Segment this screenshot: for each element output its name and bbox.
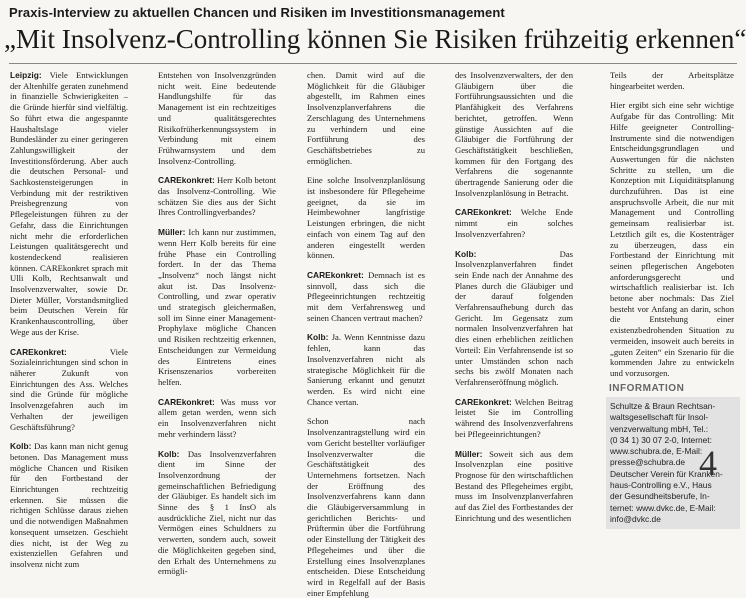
speaker-label: CAREkonkret: (455, 207, 512, 218)
info-line: haus-Controlling e.V., Haus (610, 480, 712, 491)
speaker-label: Kolb: (455, 248, 477, 259)
page-marker: 4 (699, 443, 717, 483)
speaker-label: Müller: (158, 227, 186, 238)
info-line: der Gesundheitsberufe, In- (610, 491, 710, 502)
info-line: presse@schubra.de (610, 457, 686, 468)
speaker-label: CAREkonkret: (307, 269, 364, 280)
interview-answer: Kolb: Das Insolvenzplanverfahren findet sein Ende nach der Annahme des Planes durch die Gläubiger und der darauf folgenden Verfahrensaufhebung durch das Gericht. Im Gegensatz zum normalen Insolvenzverfahren hat dies einen erheblichen zeitlichen Vorteil: Ein Verfahrensende ist so unter Umständen schon nach sechs bis zwölf Monaten nach Verfahrenseröffnung möglich. (455, 248, 573, 387)
interview-question: CAREkonkret: Welchen Beitrag leistet Sie im Controlling während des Insolvenzverfahrens bei Pflegeeinrichtungen? (455, 396, 573, 439)
info-line: waltsgesellschaft für Insol- (610, 412, 709, 423)
info-line: Schultze & Braun Rechtsan- (610, 401, 716, 411)
info-line: www.schubra.de, E-Mail: (610, 446, 703, 457)
interview-answer: Müller: Soweit sich aus dem Insolvenzplan eine positive Prognose für den wirtschaftlichen Bestand des Pflegeheimes ergibt, muss im Insolvenzplanverfahren auf das Ziel des Fortbestandes der Einrichtung und des wesentlichen (455, 448, 573, 523)
interview-answer: Hier ergibt sich eine sehr wichtige Aufgabe für das Controlling: Mit Hilfe geeigneter Controlling-Instrumente sind die notwendigen Entscheidungsgrundlagen und Auswertungen für die nächsten Schritte zu stellen, um die Konzeption mit Liquiditätsplanung durchzuführen. Das ist eine anspruchsvolle Arbeit, die nur mit Management und Controlling gemeinsam realisierbar ist. Letztlich gilt es, die Kostenträger zu überzeugen, dass ein Fortbestand der Einrichtung mit seinen pflegerischen Angeboten anforderungsgerecht und wirtschaftlich realisierbar ist. Ich betone aber nochmals: Das Ziel besteht vor Anfang an darin, schon die Entstehung einer existenzbedrohenden Situation zu vermeiden, insoweit auch bereits in „guten Zeiten“ ein Szenario für die kommenden Jahre zu entwickeln und vorzusorgen. (610, 100, 734, 378)
speaker-label: CAREkonkret: (10, 346, 67, 357)
speaker-label: CAREkonkret: (455, 396, 512, 407)
interview-answer: chen. Damit wird auf die Möglichkeit für die Gläubiger abgestellt, im Rahmen eines Insolvenzplanverfahrens die Zerschlagung des Unternehmens zu verhindern und eine Fortführung des Geschäftsbetriebes zu ermöglichen. (307, 70, 425, 166)
info-line: (0 34 1) 30 07 2-0, Internet: (610, 434, 712, 445)
interview-answer: Kolb: Das Insolvenzverfahren dient im Sinne der Insolvenzordnung der gemeinschaftlichen Befriedigung der Gläubiger. Es handelt sich im Sinne des § 1 InsO als ausdrückliche Ziel, nicht nur das Vermögen eines Schuldners zu verwerten, sondern auch, soweit die Möglichkeiten gegeben sind, den Erhalt des Unternehmens zu ermögli- (158, 448, 276, 577)
interview-question: CAREkonkret: Demnach ist es sinnvoll, dass sich die Pflegeeinrichtungen rechtzeitig mit dem Verfahrensweg und seinen Chancen vertraut machen? (307, 269, 425, 323)
text-column-5 (610, 70, 734, 380)
speaker-label: Müller: (455, 448, 483, 459)
interview-answer: Kolb: Das kann man nicht genug betonen. Das Management muss mögliche Chancen und Risiken für den Fortbestand der Einrichtungen rechtzeitig erkennen. Sie müssen die richtigen Schlüsse daraus ziehen und die notwendigen Maßnahmen konsequent umsetzen. Geschieht dies nicht, ist der Weg zu existenziellen Gefahren und insolvenz nicht zum (10, 441, 128, 569)
information-box (606, 383, 740, 564)
info-line: info@dvkc.de (610, 513, 661, 524)
interview-question: CAREkonkret: Herr Kolb betont das Insolvenz-Controlling. Wie schätzen Sie dies aus der Sicht Ihres Controllingverbandes? (158, 175, 276, 218)
interview-answer: des Insolvenzverwalters, der den Gläubigern über die Fortführungsaussichten und die Planfähigkeit des Verfahrens berichtet, getroffen. Wenn günstige Aussichten auf die Gläubiger die Fortführung der Geschäftstätigkeit beschließen, kommen für den Fortgang des Verfahrens die sogenannte übertragende Sanierung oder die Insolvenzplanlösung in Betracht. (455, 70, 573, 198)
speaker-label: Leipzig: (10, 70, 42, 80)
text-column-4 (455, 70, 573, 568)
text-column-3 (307, 70, 425, 598)
info-line: venzverwaltung mbH, Tel.: (610, 423, 709, 434)
interview-answer: Schon nach Insolvenzantragstellung wird ein vom Gericht bestellter vorläufiger Insolvenzverwalter die Geschäftstätigkeit des Unternehmens fortsetzen. Nach der Eröffnung des Insolvenzverfahrens kann dann die Gläubigerversammlung in gerichtlichen Berichts- und Prüftermin über die Fortführung oder Einstellung der Tätigkeit des Pflegeheimes und über die Erstellung eines Insolvenzplanes entscheiden. Diese Entscheidung wird in Regelfall auf der Basis einer Empfehlung (307, 416, 425, 598)
headline-divider (9, 63, 737, 64)
interview-answer: Eine solche Insolvenzplanlösung ist insbesondere für Pflegeheime geeignet, da sie im Heimbewohner langfristige Leistungen erbringen, die nicht einfach von einem Tag auf den anderen eingestellt werden können. (307, 175, 425, 261)
interview-answer: Entstehen von Insolvenzgründen nicht weit. Eine bedeutende Handlungshilfe für das Management ist ein rechtzeitiges und qualitätsgerechtes Risikofrüherkennungssystem in Verbindung mit einem Frühwarnsystem und dem Insolvenz-Controlling. (158, 70, 276, 166)
info-line: Deutscher Verein für Kranken- (610, 468, 723, 479)
speaker-label: CAREkonkret: (158, 175, 215, 186)
interview-answer: Müller: Ich kann nur zustimmen, wenn Herr Kolb bereits für eine frühe Phase ein Controlling fordert. In der das Thema „Insolvenz“ noch längst nicht akut ist. Das Insolvenz-Controlling, und zwar operativ und strategisch gleichermaßen, soll im Sinne einer Management-Prophylaxe mögliche Chancen und Risiken rechtzeitig erkennen, Entscheidungen zur Vermeidung des Eintretens eines Krisenszenarios vorbereiten helfen. (158, 227, 276, 387)
information-text (606, 397, 740, 529)
text-column-1 (10, 70, 128, 568)
interview-question: CAREkonkret: Was muss vor allem getan werden, wenn sich ein Insolvenzverfahren nicht mehr verhindern lässt? (158, 396, 276, 439)
lead-paragraph: Leipzig: Viele Entwicklungen der Altenhilfe geraten zunehmend in finanzielle Schwierigkeiten – die Gründe hierfür sind vielfältig. So führt etwa die angespannte Haushaltslage vieler Bundesländer zu einer geringeren Zahlungswilligkeit der Investitionsförderung. Aber auch die deutschen Personal- und Sachkostensteigerungen in Verbindung mit der restriktiven Preisbegrenzung von Pflegeleistungen führen zu der Gefahr, dass die Einrichtungen nicht mehr die erforderlichen Leistungen qualitätsgerecht und kostendeckend realisieren können. CAREkonkret sprach mit Ulli Kolb, Rechtsanwalt und Insolvenzverwalter, sowie Dr. Dieter Müller, Vorstandsmitglied beim Deutschen Verein für Krankenhauscontrolling, über Wege aus der Krise. (10, 70, 128, 337)
speaker-label: Kolb: (307, 332, 329, 343)
interview-question: CAREkonkret: Viele Sozialeinrichtungen sind schon in näherer Zukunft von Einrichtungen des Ass. Welches sind die Gründe für mögliche Insolvenzgefahren auch im Verhalten der jeweiligen Geschäftsführung? (10, 346, 128, 432)
interview-answer: Teils der Arbeitsplätze hingearbeitet werden. (610, 70, 734, 91)
article-kicker: Praxis-Interview zu aktuellen Chancen und Risiken im Investitionsmanagement (9, 5, 505, 20)
info-line: ternet: www.dvkc.de, E-Mail: (610, 502, 716, 513)
interview-question: CAREkonkret: Welche Ende nimmt ein solches Insolvenzverfahren? (455, 207, 573, 239)
interview-answer: Kolb: Ja. Wenn Kenntnisse dazu fehlen, kann das Insolvenzverfahren nicht als strategische Möglichkeit für die Sanierung erkannt und genutzt werden. Es wird nicht eine Chance vertan. (307, 332, 425, 407)
article-headline: „Mit Insolvenz-Controlling können Sie Risiken frühzeitig erkennen“ (4, 24, 746, 54)
text-column-2 (158, 70, 276, 577)
speaker-label: Kolb: (158, 448, 180, 459)
information-title: INFORMATION (609, 383, 685, 394)
speaker-label: CAREkonkret: (158, 396, 215, 407)
speaker-label: Kolb: (10, 441, 32, 452)
